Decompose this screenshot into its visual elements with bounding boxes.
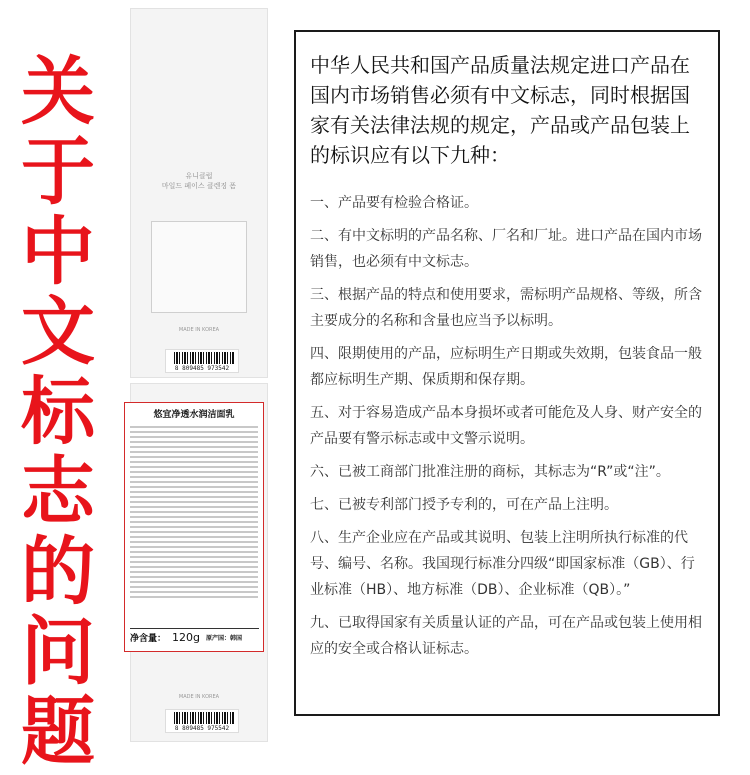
title-char: 于 — [21, 129, 95, 215]
title-char: 中 — [21, 209, 95, 295]
barcode — [165, 349, 239, 373]
rule-item-4: 四、限期使用的产品，应标明生产日期或失效期，包装食品一般都应标明生产期、保质期和保存期。 — [310, 346, 702, 388]
title-char: 关 — [21, 49, 95, 135]
title-char: 志 — [21, 449, 95, 535]
label-fine-print — [130, 423, 258, 609]
package-brand-area — [131, 171, 267, 191]
rule-item-8: 八、生产企业应在产品或其说明、包装上注明所执行标准的代号、编号、名称。我国现行标准分四级“即国家标准（GB）、行业标准（HB）、地方标准（DB）、企业标准（QB）。” — [310, 530, 695, 598]
title-char: 问 — [21, 609, 95, 695]
rule-item-3: 三、根据产品的特点和使用要求，需标明产品规格、等级，所含主要成分的名称和含量也应当予以标明。 — [310, 287, 702, 329]
label-product-name: 悠宜净透水润洁面乳 — [153, 410, 235, 420]
barcode-digits: 8 809485 975542 — [174, 725, 230, 732]
package-spec-box — [151, 221, 247, 313]
barcode-bars — [174, 352, 234, 364]
product-package-korean — [130, 8, 268, 378]
title-char: 文 — [21, 289, 95, 375]
notice-intro: 中华人民共和国产品质量法规定进口产品在国内市场销售必须有中文标志，同时根据国家有关法律法规的规定，产品或产品包装上的标识应有以下九种： — [310, 53, 690, 167]
barcode-bars — [174, 712, 234, 724]
rule-item-7: 七、已被专利部门授予专利的，可在产品上注明。 — [310, 497, 618, 513]
rule-item-9: 九、已取得国家有关质量认证的产品，可在产品或包装上使用相应的安全或合格认证标志。 — [310, 615, 702, 657]
package-brand: 유니클럽 — [185, 172, 213, 180]
made-in-text: MADE IN KOREA — [178, 694, 220, 700]
title-char: 题 — [21, 689, 95, 775]
barcode — [165, 709, 239, 733]
title-char: 标 — [21, 369, 95, 455]
rule-item-5: 五、对于容易造成产品本身损坏或者可能危及人身、财产安全的产品要有警示标志或中文警示说明。 — [310, 405, 702, 447]
rule-item-1: 一、产品要有检验合格证。 — [310, 195, 478, 211]
vertical-title — [18, 49, 98, 775]
chinese-label-sticker — [124, 402, 264, 652]
regulation-notice-box — [294, 30, 720, 716]
barcode-digits: 8 809485 973542 — [174, 365, 230, 372]
rule-item-6: 六、已被工商部门批准注册的商标，其标志为“R”或“注”。 — [310, 464, 670, 480]
origin-label: 原产国：韩国 — [206, 634, 243, 642]
net-content-label: 净含量： — [130, 633, 167, 644]
package-product-name: 마일드 페이스 클렌징 폼 — [161, 182, 237, 190]
title-char: 的 — [21, 529, 95, 615]
net-content-row — [130, 628, 259, 645]
made-in-text: MADE IN KOREA — [178, 327, 220, 333]
rule-item-2: 二、有中文标明的产品名称、厂名和厂址。进口产品在国内市场销售，也必须有中文标志。 — [310, 228, 702, 270]
net-content-value: 120g — [172, 630, 200, 644]
